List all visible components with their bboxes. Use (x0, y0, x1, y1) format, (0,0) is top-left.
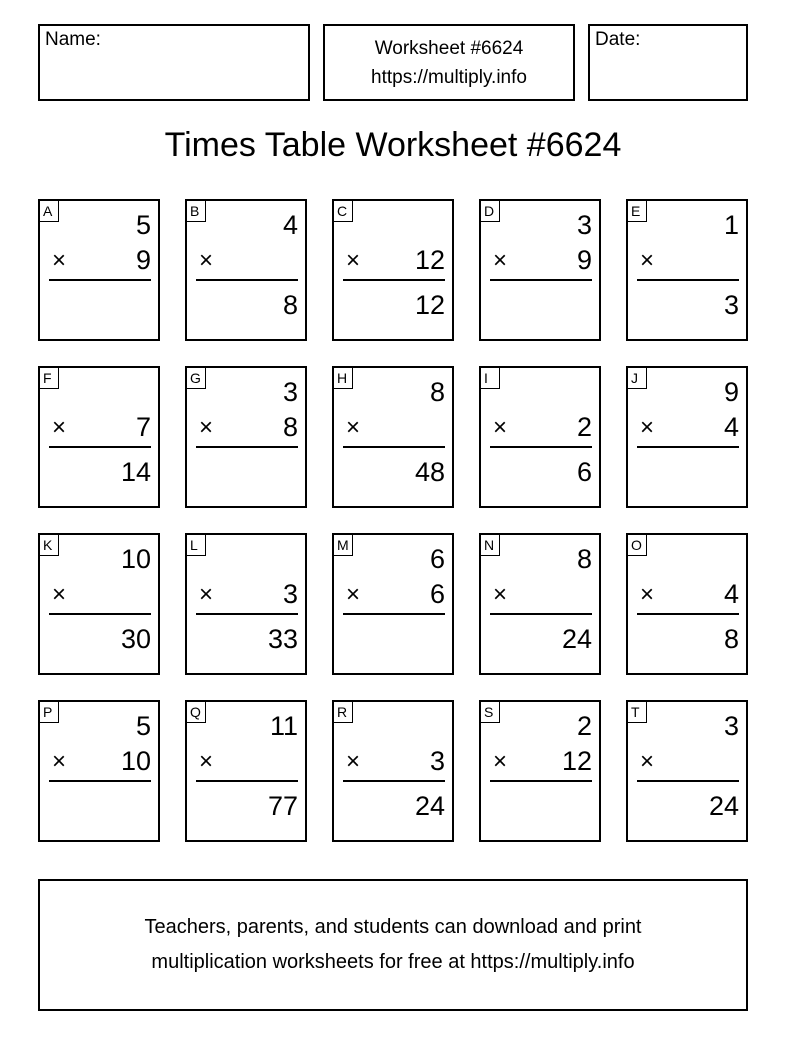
answer-rule (637, 613, 739, 615)
multiplier: 10 (120, 746, 151, 776)
date-label: Date: (595, 29, 641, 50)
problem-letter: C (333, 200, 353, 222)
problem-card (479, 199, 601, 341)
problem-letter: S (480, 701, 500, 723)
times-sign: × (346, 247, 361, 274)
worksheet-id: Worksheet #6624 (374, 37, 524, 59)
problem-letter: P (39, 701, 59, 723)
product: 8 (282, 290, 298, 320)
times-sign: × (199, 748, 214, 775)
problem-letter: E (627, 200, 647, 222)
problem-letter: A (39, 200, 59, 222)
multiplicand: 1 (723, 210, 739, 240)
multiplicand: 9 (723, 377, 739, 407)
multiplicand: 10 (120, 544, 151, 574)
times-sign: × (640, 748, 655, 775)
problem-card (626, 533, 748, 675)
answer-rule (196, 279, 298, 281)
problem-card (626, 199, 748, 341)
answer-rule (343, 279, 445, 281)
answer-rule (637, 279, 739, 281)
multiplier: 4 (723, 412, 739, 442)
times-sign: × (346, 414, 361, 441)
footer-line: Teachers, parents, and students can download and print (144, 916, 642, 938)
answer-rule (490, 279, 592, 281)
multiplicand: 3 (723, 711, 739, 741)
site-url: https://multiply.info (371, 66, 527, 88)
times-sign: × (199, 414, 214, 441)
times-sign: × (493, 247, 508, 274)
times-sign: × (52, 581, 67, 608)
problem-letter: D (480, 200, 500, 222)
problem-letter: K (39, 534, 59, 556)
problem-card (332, 366, 454, 508)
problem-card (626, 366, 748, 508)
multiplicand: 3 (576, 210, 592, 240)
times-sign: × (640, 247, 655, 274)
multiplier: 12 (414, 245, 445, 275)
times-sign: × (52, 748, 67, 775)
problem-letter: F (39, 367, 59, 389)
multiplicand: 3 (282, 377, 298, 407)
problem-letter: N (480, 534, 500, 556)
times-sign: × (199, 581, 214, 608)
product: 77 (267, 791, 298, 821)
multiplier: 4 (723, 579, 739, 609)
product: 3 (723, 290, 739, 320)
times-sign: × (493, 414, 508, 441)
multiplier: 3 (429, 746, 445, 776)
name-label: Name: (45, 29, 101, 50)
product: 14 (120, 457, 151, 487)
answer-rule (49, 446, 151, 448)
problem-letter: O (627, 534, 647, 556)
times-sign: × (493, 748, 508, 775)
multiplier: 7 (135, 412, 151, 442)
times-sign: × (346, 748, 361, 775)
problem-card (479, 533, 601, 675)
page-title: Times Table Worksheet #6624 (164, 126, 622, 164)
problem-card (332, 700, 454, 842)
multiplicand: 4 (282, 210, 298, 240)
times-sign: × (52, 414, 67, 441)
answer-rule (343, 780, 445, 782)
problem-card (626, 700, 748, 842)
problem-card (479, 700, 601, 842)
answer-rule (343, 446, 445, 448)
times-sign: × (640, 414, 655, 441)
problem-letter: B (186, 200, 206, 222)
times-sign: × (493, 581, 508, 608)
answer-rule (490, 613, 592, 615)
times-sign: × (199, 247, 214, 274)
problem-letter: J (627, 367, 647, 389)
times-sign: × (52, 247, 67, 274)
multiplicand: 2 (576, 711, 592, 741)
problem-card (185, 366, 307, 508)
problem-letter: G (186, 367, 206, 389)
answer-rule (196, 780, 298, 782)
multiplicand: 6 (429, 544, 445, 574)
product: 48 (414, 457, 445, 487)
problem-letter: M (333, 534, 353, 556)
product: 30 (120, 624, 151, 654)
product: 24 (708, 791, 739, 821)
multiplicand: 8 (576, 544, 592, 574)
problem-letter: Q (186, 701, 206, 723)
answer-rule (637, 446, 739, 448)
product: 24 (561, 624, 592, 654)
times-sign: × (346, 581, 361, 608)
answer-rule (49, 279, 151, 281)
problem-card (38, 700, 160, 842)
problem-letter: T (627, 701, 647, 723)
multiplier: 12 (561, 746, 592, 776)
multiplicand: 8 (429, 377, 445, 407)
multiplier: 9 (135, 245, 151, 275)
multiplier: 9 (576, 245, 592, 275)
problem-card (38, 199, 160, 341)
answer-rule (490, 780, 592, 782)
worksheet-id-box (323, 24, 575, 101)
multiplier: 8 (282, 412, 298, 442)
footer-line: multiplication worksheets for free at https://multiply.info (151, 951, 635, 973)
problem-card (185, 700, 307, 842)
multiplier: 6 (429, 579, 445, 609)
problem-letter: L (186, 534, 206, 556)
problem-card (332, 199, 454, 341)
answer-rule (49, 613, 151, 615)
product: 8 (723, 624, 739, 654)
multiplicand: 5 (135, 210, 151, 240)
answer-rule (196, 613, 298, 615)
multiplier: 3 (282, 579, 298, 609)
problem-letter: H (333, 367, 353, 389)
product: 33 (267, 624, 298, 654)
problem-card (479, 366, 601, 508)
footer-text (93, 910, 693, 980)
problem-card (185, 533, 307, 675)
footer-box (38, 879, 748, 1011)
multiplier: 2 (576, 412, 592, 442)
problem-card (185, 199, 307, 341)
problem-card (38, 533, 160, 675)
problem-letter: R (333, 701, 353, 723)
times-sign: × (640, 581, 655, 608)
multiplicand: 5 (135, 711, 151, 741)
problem-card (38, 366, 160, 508)
date-field-box (588, 24, 748, 101)
answer-rule (490, 446, 592, 448)
answer-rule (637, 780, 739, 782)
answer-rule (49, 780, 151, 782)
name-field-box (38, 24, 310, 101)
multiplicand: 11 (269, 711, 298, 741)
problem-card (332, 533, 454, 675)
problem-letter: I (480, 367, 500, 389)
product: 24 (414, 791, 445, 821)
product: 6 (576, 457, 592, 487)
answer-rule (343, 613, 445, 615)
product: 12 (414, 290, 445, 320)
answer-rule (196, 446, 298, 448)
